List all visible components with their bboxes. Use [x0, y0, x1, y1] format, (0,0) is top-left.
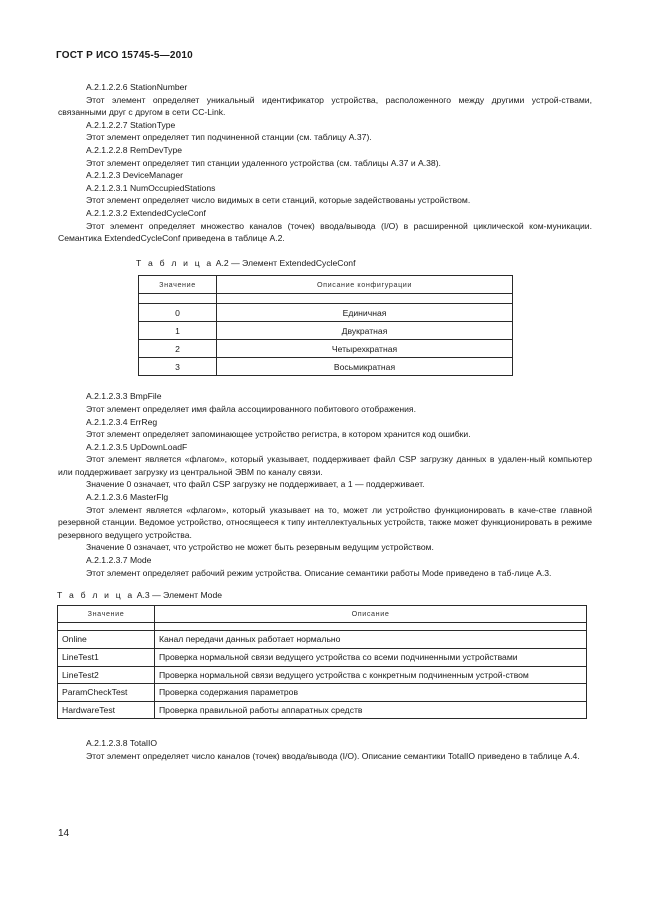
section-heading: A.2.1.2.3.8 TotalIO [86, 738, 158, 749]
section-heading: A.2.1.2.3.2 ExtendedCycleConf [86, 207, 206, 218]
table-a3-caption [57, 589, 592, 602]
description-cell: Единичная [217, 304, 513, 322]
page-content [58, 81, 592, 763]
table-row [58, 684, 587, 702]
section-heading: A.2.1.2.2.8 RemDevType [86, 144, 183, 155]
paragraph: Этот элемент определяет имя файла ассоциированного побитового отображения. [86, 403, 416, 414]
paragraph: Этот элемент определяет тип подчиненной станции (см. таблицу A.37). [86, 132, 372, 143]
caption-prefix: Т а б л и ц а [136, 257, 214, 268]
description-cell: Проверка правильной работы аппаратных средств [155, 701, 587, 719]
paragraph: Этот элемент определяет число каналов (точек) ввода/вывода (I/O). Описание семантики TotalIO приведено в таблице A.4. [86, 750, 580, 761]
caption-text: A.3 — Элемент Mode [134, 590, 223, 601]
description-cell: Канал передачи данных работает нормально [155, 631, 587, 649]
value-cell: 1 [139, 322, 217, 340]
spacer-cell [155, 623, 587, 631]
section-heading: A.2.1.2.3.3 BmpFile [86, 391, 162, 402]
spacer-cell [139, 294, 217, 304]
table-header-row [139, 276, 513, 294]
paragraph: Этот элемент является «флагом», который указывает на то, может ли устройство функционировать в каче-стве главной резервной станции. Ведомое устройство, относящееся к типу интеллектуальных устройств, также может функционировать в режиме резервного ведущего устройства. [58, 504, 592, 540]
table-spacer-row [58, 623, 587, 631]
column-header: Значение [139, 276, 217, 294]
description-cell: Восьмикратная [217, 358, 513, 376]
caption-text: A.2 — Элемент ExtendedCycleConf [213, 257, 356, 268]
table-row [139, 358, 513, 376]
table-row [139, 322, 513, 340]
section-heading: A.2.1.2.3.7 Mode [86, 555, 152, 566]
spacer-cell [58, 623, 155, 631]
description-cell: Двукратная [217, 322, 513, 340]
description-cell: Проверка нормальной связи ведущего устройства с конкретным подчиненным устрой-ством [155, 666, 587, 684]
table-row [58, 701, 587, 719]
table-a2-caption [136, 257, 592, 270]
value-cell: LineTest1 [58, 649, 155, 667]
description-cell: Проверка содержания параметров [155, 684, 587, 702]
value-cell: 3 [139, 358, 217, 376]
section-heading: A.2.1.2.2.6 StationNumber [86, 82, 188, 92]
table-a3 [57, 605, 587, 720]
value-cell: LineTest2 [58, 666, 155, 684]
table-a2 [138, 275, 513, 376]
section-heading: A.2.1.2.3.5 UpDownLoadF [86, 441, 188, 452]
column-header: Значение [58, 605, 155, 623]
column-header: Описание конфигурации [217, 276, 513, 294]
value-cell: 0 [139, 304, 217, 322]
value-cell: ParamCheckTest [58, 684, 155, 702]
paragraph: Этот элемент определяет рабочий режим устройства. Описание семантики работы Mode приведено в таб-лице A.3. [86, 567, 552, 578]
table-row [58, 649, 587, 667]
section-heading: A.2.1.2.3.6 MasterFlg [86, 492, 169, 503]
paragraph: Этот элемент определяет число видимых в сети станций, которые задействованы устройством. [86, 195, 471, 206]
value-cell: HardwareTest [58, 701, 155, 719]
table-header-row [58, 605, 587, 623]
caption-prefix: Т а б л и ц а [57, 590, 135, 601]
table-row [139, 340, 513, 358]
section-heading: A.2.1.2.3.4 ErrReg [86, 416, 158, 427]
table-row [58, 666, 587, 684]
paragraph: Этот элемент определяет запоминающее устройство регистра, в котором хранится код ошибки. [86, 429, 471, 440]
table-spacer-row [139, 294, 513, 304]
paragraph: Этот элемент определяет множество каналов (точек) ввода/вывода (I/O) в расширенной циклической ком-муникации. Семантика ExtendedCycleConf приведена в таблице A.2. [58, 220, 592, 244]
table-row [139, 304, 513, 322]
text-block-3 [58, 737, 592, 762]
section-heading: A.2.1.2.3.1 NumOccupiedStations [86, 182, 216, 193]
document-header: ГОСТ Р ИСО 15745-5—2010 [56, 50, 193, 61]
section-heading: A.2.1.2.2.7 StationType [86, 119, 176, 130]
column-header: Описание [155, 605, 587, 623]
paragraph: Этот элемент является «флагом», который указывает, поддерживает файл CSP загрузку данных в удален-ный компьютер или поддерживает загрузку из центральной ЭВМ по каналу связи. [58, 454, 592, 477]
spacer-cell [217, 294, 513, 304]
value-cell: 2 [139, 340, 217, 358]
description-cell: Проверка нормальной связи ведущего устройства со всеми подчиненными устройствами [155, 649, 587, 667]
paragraph: Этот элемент определяет уникальный идентификатор устройства, расположенного между другими устрой-ствами, связанными друг с другом в сети CC-Link. [58, 94, 592, 118]
description-cell: Четырехкратная [217, 340, 513, 358]
value-cell: Online [58, 631, 155, 649]
page-number: 14 [58, 828, 70, 839]
paragraph: Значение 0 означает, что устройство не может быть резервным ведущим устройством. [86, 542, 434, 553]
paragraph: Этот элемент определяет тип станции удаленного устройства (см. таблицы A.37 и A.38). [86, 157, 441, 168]
table-row [58, 631, 587, 649]
section-heading: A.2.1.2.3 DeviceManager [86, 170, 183, 181]
paragraph: Значение 0 означает, что файл CSP загрузку не поддерживает, а 1 — поддерживает. [86, 479, 425, 490]
text-block-1 [58, 81, 592, 245]
text-block-2 [58, 390, 592, 579]
